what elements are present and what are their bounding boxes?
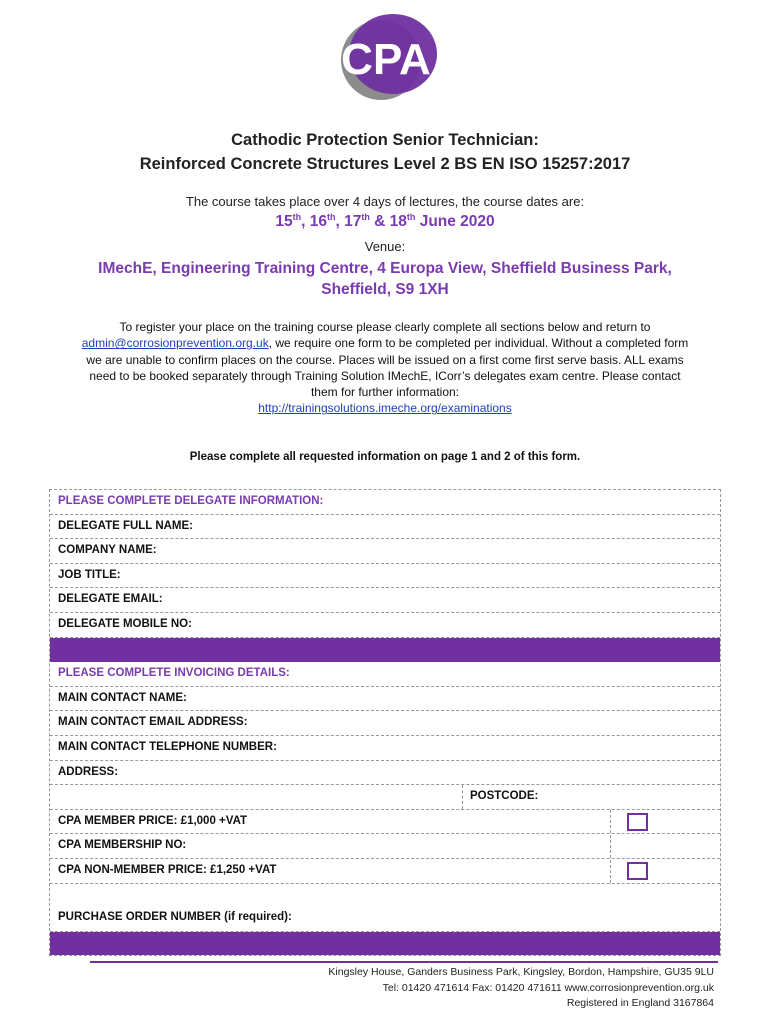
job-title-field[interactable]: JOB TITLE:	[50, 564, 720, 589]
delegate-name-field[interactable]: DELEGATE FULL NAME:	[50, 515, 720, 540]
admin-email-link[interactable]: admin@corrosionprevention.org.uk	[81, 336, 269, 351]
registration-instructions: To register your place on the training course please clearly complete all sections below and return to admin@corrosionprevention.org.uk, we require one form to be completed per individual. Without a completed form we are unable to confirm places on the course. Places will be issued on a first come first serve basis. ALL exams need to be booked separately through Training Solution IMechE, ICorr’s delegates exam centre. Please contact them for further information: http://trainingsolutions.imeche.org/examinations	[81, 320, 689, 416]
venue-label: Venue:	[364, 239, 406, 254]
membership-no-field[interactable]: CPA MEMBERSHIP NO:	[50, 834, 720, 859]
delegate-section-header: PLEASE COMPLETE DELEGATE INFORMATION:	[50, 490, 720, 515]
footer-address: Kingsley House, Ganders Business Park, Kingsley, Bordon, Hampshire, GU35 9LU	[328, 966, 714, 978]
intro-text: The course takes place over 4 days of lectures, the course dates are:	[185, 194, 585, 209]
course-title: Cathodic Protection Senior Technician:	[231, 131, 539, 149]
footer-registration: Registered in England 3167864	[566, 997, 714, 1009]
section-divider	[50, 638, 720, 663]
contact-email-field[interactable]: MAIN CONTACT EMAIL ADDRESS:	[50, 711, 720, 736]
contact-name-field[interactable]: MAIN CONTACT NAME:	[50, 687, 720, 712]
member-price-row: CPA MEMBER PRICE: £1,000 +VAT	[50, 810, 720, 835]
examinations-link[interactable]: http://trainingsolutions.imeche.org/examinations	[258, 401, 512, 416]
footer-divider	[90, 961, 718, 963]
course-dates: 15th, 16th, 17th & 18th June 2020	[275, 212, 495, 231]
footer-contact: Tel: 01420 471614 Fax: 01420 471611 www.corrosionprevention.org.uk	[382, 981, 714, 994]
postcode-label: POSTCODE:	[470, 790, 539, 803]
registration-form	[49, 489, 721, 956]
non-member-price-row: CPA NON-MEMBER PRICE: £1,250 +VAT	[50, 859, 720, 884]
footer	[328, 965, 714, 1012]
delegate-email-field[interactable]: DELEGATE EMAIL:	[50, 588, 720, 613]
form-bottom-bar	[50, 932, 720, 956]
invoicing-section-header: PLEASE COMPLETE INVOICING DETAILS:	[50, 662, 720, 687]
company-name-field[interactable]: COMPANY NAME:	[50, 539, 720, 564]
non-member-price-checkbox[interactable]	[627, 862, 648, 880]
venue-address: IMechE, Engineering Training Centre, 4 Europa View, Sheffield Business Park, Sheffield, S9 1XH	[98, 260, 672, 298]
cpa-logo	[333, 12, 439, 104]
po-number-field[interactable]: PURCHASE ORDER NUMBER (if required):	[50, 884, 720, 932]
course-subtitle: Reinforced Concrete Structures Level 2 BS EN ISO 15257:2017	[139, 155, 631, 173]
address-postcode-row[interactable]	[50, 785, 720, 810]
svg-text:CPA: CPA	[341, 35, 431, 84]
contact-phone-field[interactable]: MAIN CONTACT TELEPHONE NUMBER:	[50, 736, 720, 761]
address-field[interactable]: ADDRESS:	[50, 761, 720, 786]
delegate-mobile-field[interactable]: DELEGATE MOBILE NO:	[50, 613, 720, 638]
form-note: Please complete all requested information on page 1 and 2 of this form.	[189, 451, 581, 463]
member-price-checkbox[interactable]	[627, 813, 648, 831]
